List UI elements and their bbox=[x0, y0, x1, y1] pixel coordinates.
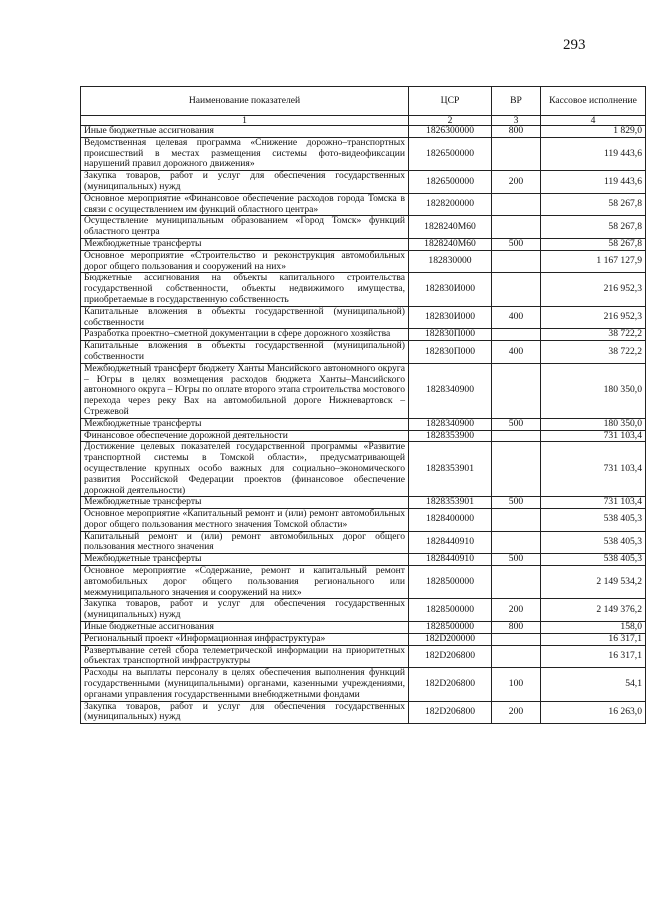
table-row bbox=[81, 701, 646, 724]
row-cash-execution: 58 267,8 bbox=[541, 193, 646, 216]
row-indicator-name: Основное мероприятие «Капитальный ремонт и (или) ремонт автомобильных дорог общего пользования местного значения Томской области» bbox=[81, 509, 409, 532]
row-indicator-name: Иные бюджетные ассигнования bbox=[81, 622, 409, 634]
page-number: 293 bbox=[563, 37, 586, 53]
row-indicator-name: Региональный проект «Информационная инфраструктура» bbox=[81, 633, 409, 645]
row-vr-code: 200 bbox=[492, 171, 541, 194]
row-vr-code: 800 bbox=[492, 622, 541, 634]
row-csr-code: 1826500000 bbox=[409, 171, 492, 194]
row-csr-code: 182830П000 bbox=[409, 341, 492, 364]
row-csr-code: 1828340900 bbox=[409, 363, 492, 418]
table-body bbox=[81, 126, 646, 724]
row-csr-code: 182D206800 bbox=[409, 701, 492, 724]
table-row bbox=[81, 497, 646, 509]
row-indicator-name: Ведомственная целевая программа «Снижение дорожно–транспортных происшествий в местах размещения системы фото-видеофиксации нарушений правил дорожного движения» bbox=[81, 137, 409, 170]
row-cash-execution: 538 405,3 bbox=[541, 509, 646, 532]
row-csr-code: 182830000 bbox=[409, 250, 492, 273]
row-csr-code: 1828240М60 bbox=[409, 238, 492, 250]
row-csr-code: 1828200000 bbox=[409, 193, 492, 216]
row-csr-code: 1828353901 bbox=[409, 442, 492, 497]
row-csr-code: 182D206800 bbox=[409, 668, 492, 701]
column-number: 2 bbox=[409, 116, 492, 126]
row-csr-code: 1828500000 bbox=[409, 622, 492, 634]
row-indicator-name: Основное мероприятие «Строительство и реконструкция автомобильных дорог общего пользования и сооружений на них» bbox=[81, 250, 409, 273]
row-vr-code bbox=[492, 633, 541, 645]
table-row bbox=[81, 566, 646, 599]
row-csr-code: 1826300000 bbox=[409, 126, 492, 138]
row-cash-execution: 180 350,0 bbox=[541, 418, 646, 430]
row-csr-code: 1828340900 bbox=[409, 418, 492, 430]
column-number-row bbox=[81, 116, 646, 126]
row-indicator-name: Финансовое обеспечение дорожной деятельности bbox=[81, 430, 409, 442]
budget-execution-table bbox=[80, 86, 646, 724]
row-vr-code bbox=[492, 137, 541, 170]
row-vr-code bbox=[492, 430, 541, 442]
row-indicator-name: Межбюджетный трансферт бюджету Ханты Мансийского автономного округа – Югры в целях возмещения расходов бюджета Ханты–Мансийского автономного округа – Югры по оплате второго этапа строительства мостового перехода через реку Вах на автомобильной дороге Нижневартовск – Стрежевой bbox=[81, 363, 409, 418]
row-cash-execution: 180 350,0 bbox=[541, 363, 646, 418]
column-number: 1 bbox=[81, 116, 409, 126]
row-vr-code bbox=[492, 531, 541, 554]
row-cash-execution: 54,1 bbox=[541, 668, 646, 701]
row-csr-code: 1828353901 bbox=[409, 497, 492, 509]
row-indicator-name: Разработка проектно–сметной документации в сфере дорожного хозяйства bbox=[81, 329, 409, 341]
row-cash-execution: 731 103,4 bbox=[541, 430, 646, 442]
row-csr-code: 182830П000 bbox=[409, 329, 492, 341]
row-cash-execution: 58 267,8 bbox=[541, 238, 646, 250]
row-cash-execution: 119 443,6 bbox=[541, 171, 646, 194]
row-cash-execution: 538 405,3 bbox=[541, 531, 646, 554]
row-cash-execution: 1 167 127,9 bbox=[541, 250, 646, 273]
row-indicator-name: Межбюджетные трансферты bbox=[81, 554, 409, 566]
table-row bbox=[81, 250, 646, 273]
row-csr-code: 182D206800 bbox=[409, 645, 492, 668]
header-indicator-name: Наименование показателей bbox=[81, 87, 409, 116]
row-vr-code: 500 bbox=[492, 497, 541, 509]
row-indicator-name: Основное мероприятие «Содержание, ремонт и капитальный ремонт автомобильных дорог общего пользования регионального или межмуниципального значения и сооружений на них» bbox=[81, 566, 409, 599]
header-vr: ВР bbox=[492, 87, 541, 116]
row-cash-execution: 2 149 376,2 bbox=[541, 599, 646, 622]
row-cash-execution: 731 103,4 bbox=[541, 497, 646, 509]
row-vr-code: 200 bbox=[492, 599, 541, 622]
row-vr-code: 400 bbox=[492, 306, 541, 329]
row-indicator-name: Достижение целевых показателей государственной программы «Развитие транспортной системы в Томской области», предусматривающей осуществление крупных особо важных для социально–экономического развития Российской Федерации проектов (финансовое обеспечение дорожной деятельности) bbox=[81, 442, 409, 497]
row-csr-code: 1828400000 bbox=[409, 509, 492, 532]
row-cash-execution: 1 829,0 bbox=[541, 126, 646, 138]
row-vr-code: 500 bbox=[492, 418, 541, 430]
row-indicator-name: Капитальный ремонт и (или) ремонт автомобильных дорог общего пользования местного значения bbox=[81, 531, 409, 554]
row-indicator-name: Развертывание сетей сбора телеметрической информации на приоритетных объектах транспортной инфраструктуры bbox=[81, 645, 409, 668]
row-vr-code: 400 bbox=[492, 341, 541, 364]
row-indicator-name: Расходы на выплаты персоналу в целях обеспечения выполнения функций государственными (муниципальными) органами, казенными учреждениями, органами управления государственными внебюджетными фондами bbox=[81, 668, 409, 701]
row-indicator-name: Межбюджетные трансферты bbox=[81, 418, 409, 430]
row-indicator-name: Закупка товаров, работ и услуг для обеспечения государственных (муниципальных) нужд bbox=[81, 599, 409, 622]
table-row bbox=[81, 193, 646, 216]
row-vr-code: 500 bbox=[492, 238, 541, 250]
row-indicator-name: Капитальные вложения в объекты государственной (муниципальной) собственности bbox=[81, 341, 409, 364]
table-row bbox=[81, 599, 646, 622]
row-cash-execution: 731 103,4 bbox=[541, 442, 646, 497]
table-row bbox=[81, 306, 646, 329]
row-vr-code bbox=[492, 566, 541, 599]
row-indicator-name: Осуществление муниципальным образованием «Город Томск» функций областного центра bbox=[81, 216, 409, 239]
row-vr-code bbox=[492, 509, 541, 532]
row-csr-code: 182D200000 bbox=[409, 633, 492, 645]
table-row bbox=[81, 137, 646, 170]
row-indicator-name: Межбюджетные трансферты bbox=[81, 497, 409, 509]
table-header-row bbox=[81, 87, 646, 116]
row-csr-code: 1828353900 bbox=[409, 430, 492, 442]
row-csr-code: 1828440910 bbox=[409, 531, 492, 554]
row-vr-code bbox=[492, 216, 541, 239]
header-csr: ЦСР bbox=[409, 87, 492, 116]
row-cash-execution: 58 267,8 bbox=[541, 216, 646, 239]
row-vr-code bbox=[492, 363, 541, 418]
table-row bbox=[81, 216, 646, 239]
row-cash-execution: 119 443,6 bbox=[541, 137, 646, 170]
column-number: 4 bbox=[541, 116, 646, 126]
row-indicator-name: Закупка товаров, работ и услуг для обеспечения государственных (муниципальных) нужд bbox=[81, 701, 409, 724]
table-row bbox=[81, 633, 646, 645]
row-cash-execution: 216 952,3 bbox=[541, 273, 646, 306]
row-vr-code bbox=[492, 329, 541, 341]
row-cash-execution: 2 149 534,2 bbox=[541, 566, 646, 599]
row-vr-code bbox=[492, 250, 541, 273]
row-cash-execution: 158,0 bbox=[541, 622, 646, 634]
row-vr-code bbox=[492, 442, 541, 497]
row-indicator-name: Межбюджетные трансферты bbox=[81, 238, 409, 250]
row-vr-code: 800 bbox=[492, 126, 541, 138]
row-cash-execution: 216 952,3 bbox=[541, 306, 646, 329]
table-row bbox=[81, 645, 646, 668]
row-cash-execution: 538 405,3 bbox=[541, 554, 646, 566]
column-number: 3 bbox=[492, 116, 541, 126]
table-row bbox=[81, 531, 646, 554]
row-indicator-name: Капитальные вложения в объекты государственной (муниципальной) собственности bbox=[81, 306, 409, 329]
row-cash-execution: 16 263,0 bbox=[541, 701, 646, 724]
row-vr-code: 100 bbox=[492, 668, 541, 701]
row-csr-code: 1828440910 bbox=[409, 554, 492, 566]
row-csr-code: 1826500000 bbox=[409, 137, 492, 170]
table-row bbox=[81, 418, 646, 430]
table-row bbox=[81, 329, 646, 341]
row-indicator-name: Иные бюджетные ассигнования bbox=[81, 126, 409, 138]
row-csr-code: 182830И000 bbox=[409, 273, 492, 306]
table-row bbox=[81, 171, 646, 194]
row-csr-code: 1828500000 bbox=[409, 599, 492, 622]
table-row bbox=[81, 341, 646, 364]
row-vr-code: 200 bbox=[492, 701, 541, 724]
row-csr-code: 182830И000 bbox=[409, 306, 492, 329]
row-vr-code: 500 bbox=[492, 554, 541, 566]
row-indicator-name: Основное мероприятие «Финансовое обеспечение расходов города Томска в связи с осуществлением им функций областного центра» bbox=[81, 193, 409, 216]
row-csr-code: 1828500000 bbox=[409, 566, 492, 599]
row-vr-code bbox=[492, 645, 541, 668]
header-cash-execution: Кассовое исполнение bbox=[541, 87, 646, 116]
table-row bbox=[81, 273, 646, 306]
row-csr-code: 1828240М60 bbox=[409, 216, 492, 239]
table-row bbox=[81, 442, 646, 497]
table-row bbox=[81, 126, 646, 138]
table-row bbox=[81, 622, 646, 634]
row-cash-execution: 16 317,1 bbox=[541, 645, 646, 668]
row-cash-execution: 38 722,2 bbox=[541, 341, 646, 364]
row-cash-execution: 16 317,1 bbox=[541, 633, 646, 645]
row-vr-code bbox=[492, 273, 541, 306]
table-row bbox=[81, 554, 646, 566]
table-row bbox=[81, 238, 646, 250]
row-cash-execution: 38 722,2 bbox=[541, 329, 646, 341]
table-row bbox=[81, 668, 646, 701]
table-row bbox=[81, 363, 646, 418]
row-indicator-name: Бюджетные ассигнования на объекты капитального строительства государственной собственности, объекты недвижимого имущества, приобретаемые в государственную собственность bbox=[81, 273, 409, 306]
row-vr-code bbox=[492, 193, 541, 216]
table-row bbox=[81, 509, 646, 532]
row-indicator-name: Закупка товаров, работ и услуг для обеспечения государственных (муниципальных) нужд bbox=[81, 171, 409, 194]
table-row bbox=[81, 430, 646, 442]
